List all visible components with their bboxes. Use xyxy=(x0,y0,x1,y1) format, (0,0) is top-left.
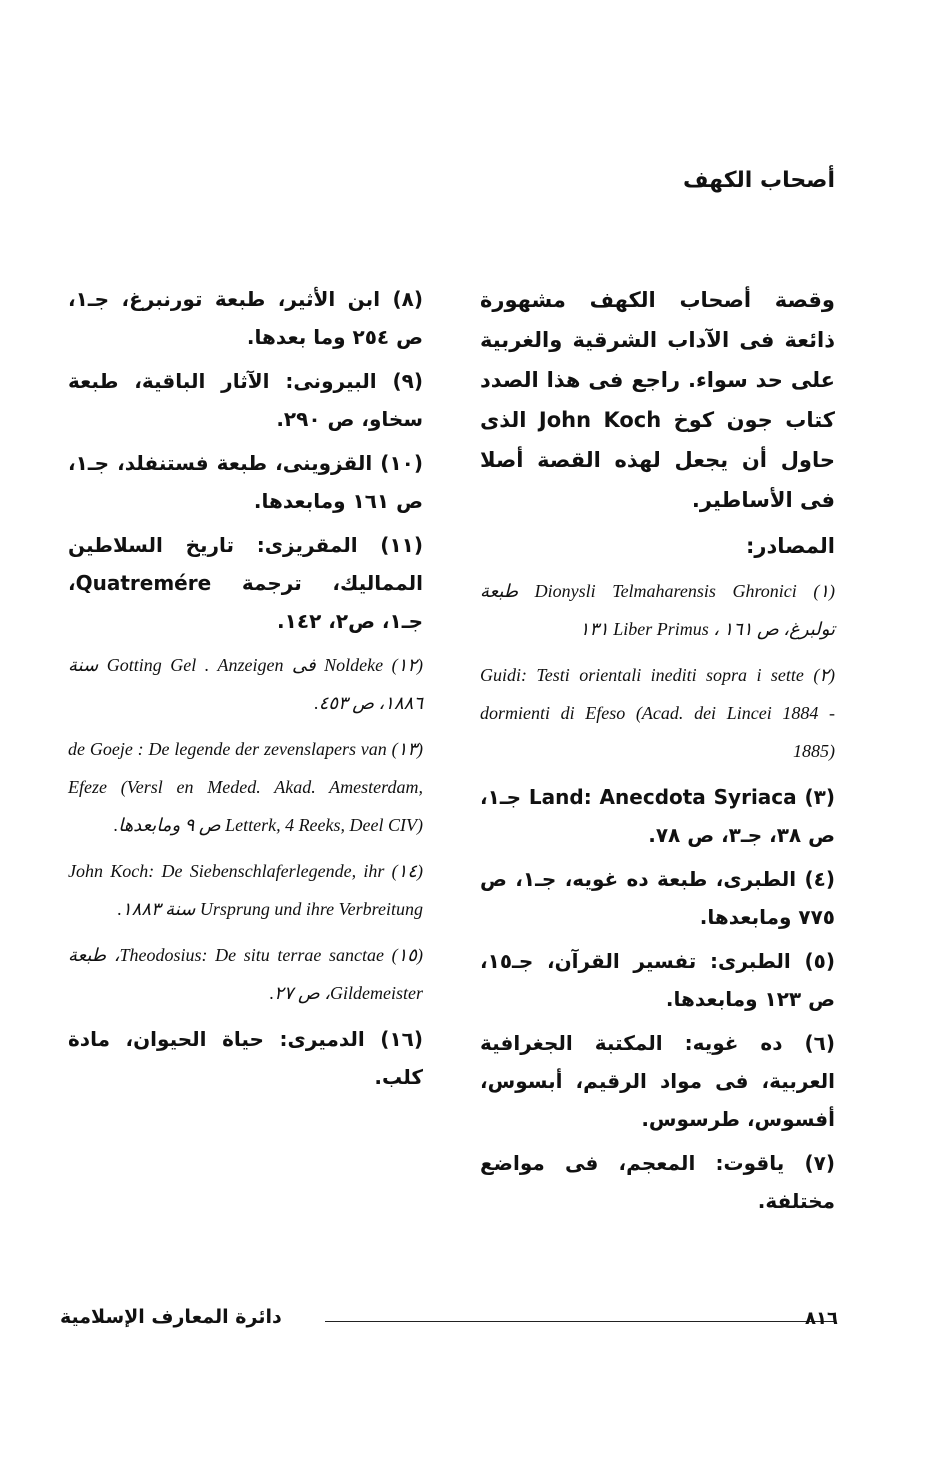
page-number: ٨١٦ xyxy=(805,1308,838,1329)
reference-11: (١١) المقريزى: تاريخ السلاطين المماليك، ترجمة Quatremére، جـ١، ص٢، ١٤٢. xyxy=(68,533,423,633)
reference-15: (١٥) Theodosius: De situ terrae sanctae، طبعة Gildemeister، ص ٢٧. xyxy=(68,945,423,1003)
sources-heading: المصادر: xyxy=(745,534,835,558)
right-column xyxy=(480,280,835,1226)
left-column xyxy=(68,280,423,1102)
body-paragraph: وقصة أصحاب الكهف مشهورة ذائعة فى الآداب الشرقية والغربية على حد سواء. راجع فى هذا الصدد كتاب جون كوخ John Koch الذى حاول أن يجعل لهذه القصة أصلا فى الأساطير. xyxy=(480,288,835,512)
reference-5: (٥) الطبرى: تفسير القرآن، جـ١٥، ص ١٢٣ ومابعدها. xyxy=(480,949,835,1011)
reference-7: (٧) ياقوت: المعجم، فى مواضع مختلفة. xyxy=(480,1151,835,1213)
page-footer xyxy=(60,1306,840,1336)
reference-16: (١٦) الدميرى: حياة الحيوان، مادة كلب. xyxy=(68,1027,423,1089)
reference-9: (٩) البيرونى: الآثار الباقية، طبعة سخاو، ص ٢٩٠. xyxy=(68,369,423,431)
page-header-title: أصحاب الكهف xyxy=(682,168,835,193)
reference-12: (١٢) Noldeke فى Gotting Gel . Anzeigen سنة ١٨٨٦، ص ٤٥٣. xyxy=(68,655,423,713)
reference-13: (١٣) de Goeje : De legende der zevenslapers van Efeze (Versl en Meded. Akad. Amesterdam, Letterk, 4 Reeks, Deel CIV) ص ٩ ومابعدها. xyxy=(68,739,423,835)
reference-14: (١٤) John Koch: De Siebenschlaferlegende, ihr Ursprung und ihre Verbreitung سنة ١٨٨٣. xyxy=(68,861,423,919)
reference-4: (٤) الطبرى، طبعة ده غويه، جـ١، ص ٧٧٥ ومابعدها. xyxy=(480,867,835,929)
reference-1: (١) Dionysli Telmaharensis Ghronici طبعة تولبرغ، ص ١٦١ ، Liber Primus ١٣١ xyxy=(480,581,836,639)
footer-title: دائرة المعارف الإسلامية xyxy=(60,1306,282,1328)
reference-8: (٨) ابن الأثير، طبعة تورنبرغ، جـ١، ص ٢٥٤ وما بعدها. xyxy=(68,287,423,349)
footer-rule xyxy=(325,1321,835,1322)
reference-10: (١٠) القزوينى، طبعة فستنفلد، جـ١، ص ١٦١ ومابعدها. xyxy=(68,451,423,513)
reference-2: (٢) Guidi: Testi orientali inediti sopra i sette dormienti di Efeso (Acad. dei Lincei 1884 - 1885) xyxy=(480,665,835,761)
reference-6: (٦) ده غويه: المكتبة الجغرافية العربية، فى مواد الرقيم، أبسوس، أفسوس، طرسوس. xyxy=(480,1031,835,1131)
reference-3: (٣) Land: Anecdota Syriaca جـ١، ص ٣٨، جـ٣، ص ٧٨. xyxy=(480,785,835,847)
